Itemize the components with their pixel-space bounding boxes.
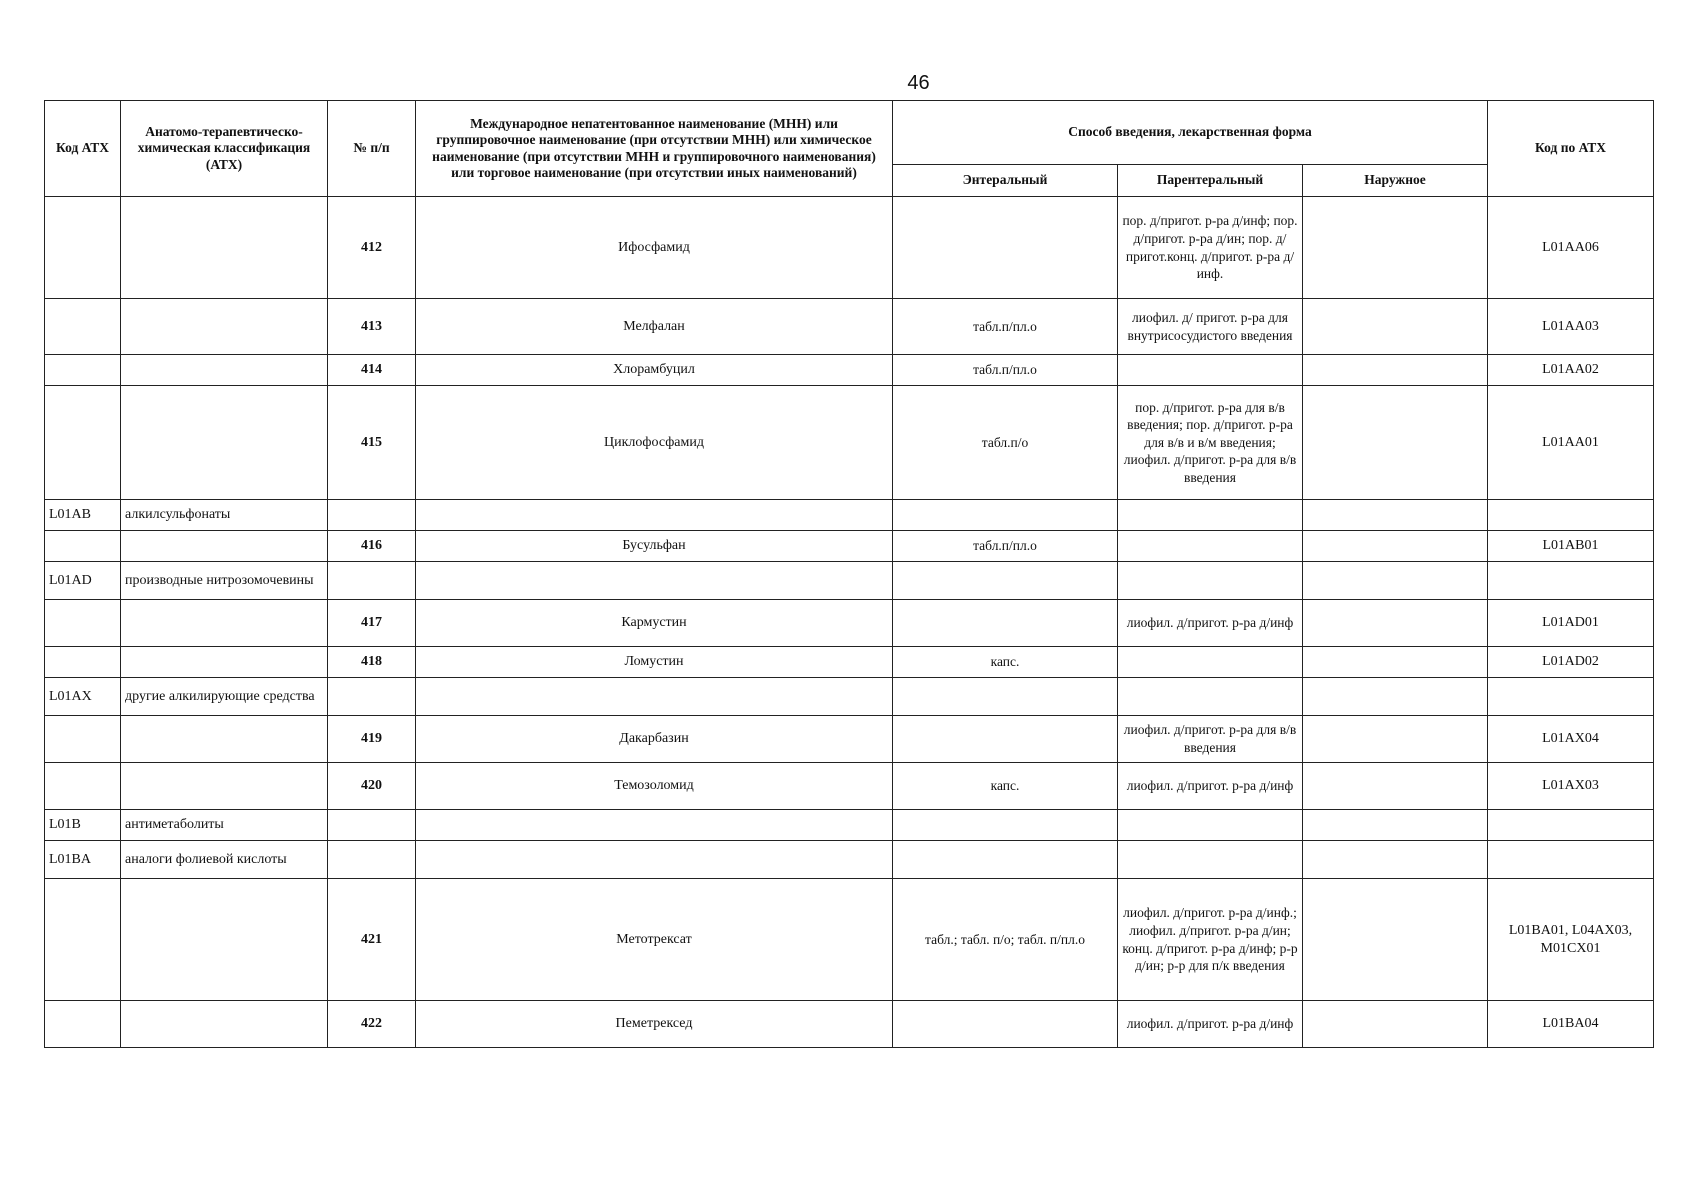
row-number: 416: [328, 531, 416, 562]
group-row: [45, 678, 1654, 716]
empty-cell: [1303, 500, 1488, 531]
row-number: 417: [328, 600, 416, 647]
row-number: 415: [328, 386, 416, 500]
empty-cell: [416, 562, 893, 600]
row-number: 412: [328, 197, 416, 299]
external-form: [1303, 1001, 1488, 1048]
empty-cell: [121, 763, 328, 810]
atc-group-code: L01AB: [45, 500, 121, 531]
external-form: [1303, 600, 1488, 647]
parenteral-form: лиофил. д/пригот. р-ра д/инф: [1118, 1001, 1303, 1048]
atc-code: L01AA01: [1488, 386, 1654, 500]
empty-cell: [328, 841, 416, 879]
table-row: [45, 763, 1654, 810]
header-inn: Международное непатентованное наименование (МНН) или группировочное наименование (при отсутствии МНН) или химическое наименование (при отсутствии МНН и группировочного наименования) или торговое наименование (при отсутствии иных наименований): [416, 101, 893, 197]
empty-cell: [328, 500, 416, 531]
group-row: [45, 841, 1654, 879]
table-row: [45, 531, 1654, 562]
header-external: Наружное: [1303, 165, 1488, 197]
atc-group-label: аналоги фолиевой кислоты: [121, 841, 328, 879]
atc-code: L01AX03: [1488, 763, 1654, 810]
parenteral-form: [1118, 531, 1303, 562]
table-row: [45, 386, 1654, 500]
atc-code: L01AA06: [1488, 197, 1654, 299]
empty-cell: [416, 810, 893, 841]
row-number: 418: [328, 647, 416, 678]
empty-cell: [328, 810, 416, 841]
atc-code: L01AD02: [1488, 647, 1654, 678]
drug-name: Ломустин: [416, 647, 893, 678]
empty-cell: [45, 600, 121, 647]
external-form: [1303, 716, 1488, 763]
empty-cell: [1118, 810, 1303, 841]
atc-group-code: L01B: [45, 810, 121, 841]
drug-name: Кармустин: [416, 600, 893, 647]
parenteral-form: лиофил. д/пригот. р-ра д/инф.; лиофил. д/пригот. р-ра д/ин; конц. д/пригот. р-ра д/инф; р-р д/ин; р-р для п/к введения: [1118, 879, 1303, 1001]
group-row: [45, 810, 1654, 841]
external-form: [1303, 647, 1488, 678]
parenteral-form: лиофил. д/пригот. р-ра для в/в введения: [1118, 716, 1303, 763]
empty-cell: [1303, 841, 1488, 879]
enteral-form: табл.п/о: [893, 386, 1118, 500]
external-form: [1303, 299, 1488, 355]
empty-cell: [45, 197, 121, 299]
row-number: 421: [328, 879, 416, 1001]
enteral-form: капс.: [893, 763, 1118, 810]
atc-group-code: L01AX: [45, 678, 121, 716]
drug-name: Бусульфан: [416, 531, 893, 562]
enteral-form: [893, 600, 1118, 647]
parenteral-form: [1118, 355, 1303, 386]
empty-cell: [416, 678, 893, 716]
empty-cell: [45, 386, 121, 500]
empty-cell: [416, 841, 893, 879]
header-parenteral: Парентеральный: [1118, 165, 1303, 197]
empty-cell: [45, 531, 121, 562]
drug-name: Циклофосфамид: [416, 386, 893, 500]
enteral-form: табл.п/пл.о: [893, 299, 1118, 355]
empty-cell: [121, 355, 328, 386]
empty-cell: [1303, 678, 1488, 716]
external-form: [1303, 879, 1488, 1001]
atc-group-code: L01AD: [45, 562, 121, 600]
empty-cell: [1488, 500, 1654, 531]
table-row: [45, 299, 1654, 355]
row-number: 420: [328, 763, 416, 810]
drug-name: Хлорамбуцил: [416, 355, 893, 386]
empty-cell: [893, 500, 1118, 531]
parenteral-form: лиофил. д/пригот. р-ра д/инф: [1118, 600, 1303, 647]
group-row: [45, 500, 1654, 531]
atc-code: L01AA03: [1488, 299, 1654, 355]
empty-cell: [1303, 562, 1488, 600]
empty-cell: [1118, 841, 1303, 879]
table-row: [45, 716, 1654, 763]
parenteral-form: лиофил. д/пригот. р-ра д/инф: [1118, 763, 1303, 810]
empty-cell: [893, 562, 1118, 600]
header-atc-code: Код АТХ: [45, 101, 121, 197]
atc-group-label: другие алкилирующие средства: [121, 678, 328, 716]
empty-cell: [1118, 500, 1303, 531]
empty-cell: [1488, 678, 1654, 716]
row-number: 419: [328, 716, 416, 763]
header-enteral: Энтеральный: [893, 165, 1118, 197]
drug-table: [44, 100, 1654, 1048]
enteral-form: [893, 716, 1118, 763]
empty-cell: [45, 1001, 121, 1048]
drug-name: Метотрексат: [416, 879, 893, 1001]
empty-cell: [45, 716, 121, 763]
enteral-form: [893, 197, 1118, 299]
enteral-form: табл.п/пл.о: [893, 355, 1118, 386]
empty-cell: [893, 678, 1118, 716]
row-number: 422: [328, 1001, 416, 1048]
atc-group-code: L01BA: [45, 841, 121, 879]
atc-code: L01AD01: [1488, 600, 1654, 647]
atc-group-label: производные нитрозомочевины: [121, 562, 328, 600]
empty-cell: [328, 562, 416, 600]
empty-cell: [121, 647, 328, 678]
table-body: [45, 197, 1654, 1048]
empty-cell: [45, 647, 121, 678]
empty-cell: [893, 810, 1118, 841]
external-form: [1303, 197, 1488, 299]
empty-cell: [121, 197, 328, 299]
empty-cell: [121, 531, 328, 562]
parenteral-form: пор. д/пригот. р-ра для в/в введения; пор. д/пригот. р-ра для в/в и в/м введения; лиофил. д/пригот. р-ра для в/в введения: [1118, 386, 1303, 500]
empty-cell: [121, 1001, 328, 1048]
empty-cell: [45, 879, 121, 1001]
drug-name: Дакарбазин: [416, 716, 893, 763]
empty-cell: [121, 716, 328, 763]
atc-code: L01BA04: [1488, 1001, 1654, 1048]
empty-cell: [121, 386, 328, 500]
header-atc-code-by: Код по АТХ: [1488, 101, 1654, 197]
drug-name: Темозоломид: [416, 763, 893, 810]
empty-cell: [1488, 810, 1654, 841]
enteral-form: капс.: [893, 647, 1118, 678]
row-number: 414: [328, 355, 416, 386]
empty-cell: [416, 500, 893, 531]
external-form: [1303, 386, 1488, 500]
atc-code: L01AA02: [1488, 355, 1654, 386]
parenteral-form: пор. д/пригот. р-ра д/инф; пор. д/пригот. р-ра д/ин; пор. д/пригот.конц. д/пригот. р-ра д/инф.: [1118, 197, 1303, 299]
table-row: [45, 355, 1654, 386]
atc-group-label: антиметаболиты: [121, 810, 328, 841]
empty-cell: [121, 299, 328, 355]
drug-name: Пеметрексед: [416, 1001, 893, 1048]
atc-group-label: алкилсульфонаты: [121, 500, 328, 531]
empty-cell: [328, 678, 416, 716]
header-number: № п/п: [328, 101, 416, 197]
table-row: [45, 197, 1654, 299]
empty-cell: [45, 355, 121, 386]
parenteral-form: лиофил. д/ пригот. р-ра для внутрисосудистого введения: [1118, 299, 1303, 355]
empty-cell: [1118, 678, 1303, 716]
empty-cell: [1118, 562, 1303, 600]
external-form: [1303, 763, 1488, 810]
empty-cell: [893, 841, 1118, 879]
table-row: [45, 647, 1654, 678]
enteral-form: табл.п/пл.о: [893, 531, 1118, 562]
empty-cell: [45, 763, 121, 810]
enteral-form: [893, 1001, 1118, 1048]
page-number: 46: [907, 72, 930, 94]
parenteral-form: [1118, 647, 1303, 678]
enteral-form: табл.; табл. п/о; табл. п/пл.о: [893, 879, 1118, 1001]
atc-code: L01AX04: [1488, 716, 1654, 763]
empty-cell: [1303, 810, 1488, 841]
empty-cell: [121, 600, 328, 647]
row-number: 413: [328, 299, 416, 355]
empty-cell: [1488, 841, 1654, 879]
drug-name: Ифосфамид: [416, 197, 893, 299]
atc-code: L01AB01: [1488, 531, 1654, 562]
drug-name: Мелфалан: [416, 299, 893, 355]
empty-cell: [1488, 562, 1654, 600]
atc-code: L01BA01, L04AX03, M01CX01: [1488, 879, 1654, 1001]
header-route-group: Способ введения, лекарственная форма: [893, 101, 1488, 165]
table-row: [45, 600, 1654, 647]
table-row: [45, 879, 1654, 1001]
empty-cell: [45, 299, 121, 355]
external-form: [1303, 355, 1488, 386]
group-row: [45, 562, 1654, 600]
empty-cell: [121, 879, 328, 1001]
table-row: [45, 1001, 1654, 1048]
header-classification: Анатомо-терапевтическо-химическая классификация (АТХ): [121, 101, 328, 197]
external-form: [1303, 531, 1488, 562]
